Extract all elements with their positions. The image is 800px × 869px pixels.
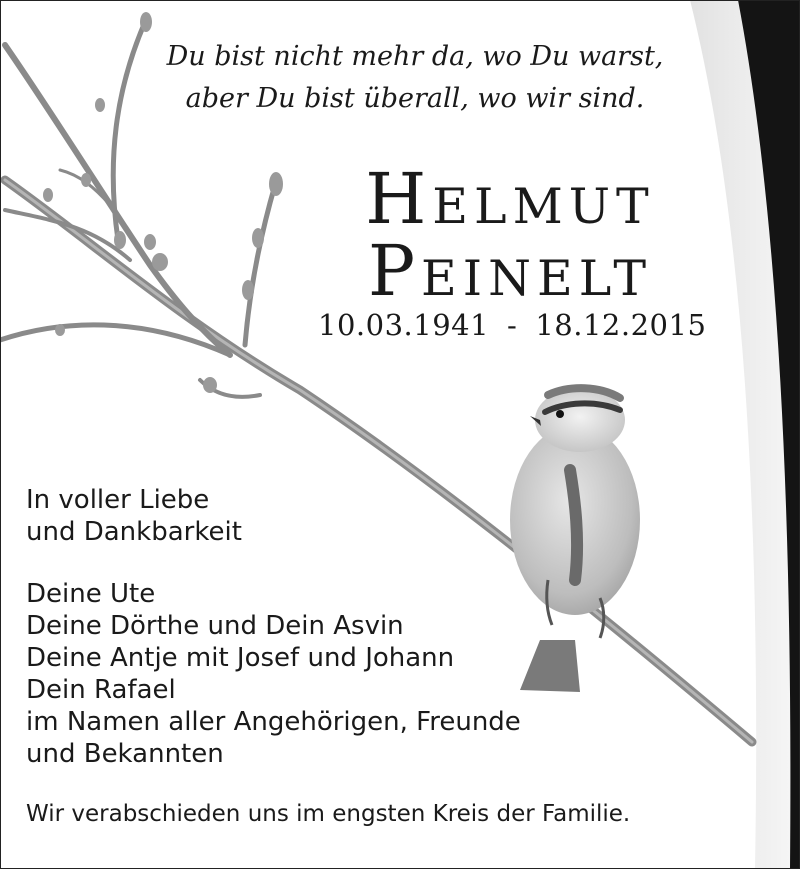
mourners-list [26, 578, 521, 770]
mourner-line: Deine Ute [26, 579, 156, 609]
date-separator: - [507, 308, 518, 342]
mourner-line: Deine Dörthe und Dein Asvin [26, 611, 404, 641]
mourner-line: und Bekannten [26, 739, 224, 769]
first-name: Helmut [365, 158, 655, 240]
gratitude-line: In voller Liebe [26, 485, 210, 515]
death-date: 18.12.2015 [535, 308, 707, 342]
farewell-note: Wir verabschieden uns im engsten Kreis der Familie. [26, 801, 631, 827]
mourner-line: Dein Rafael [26, 675, 176, 705]
last-name: Peinelt [367, 230, 653, 312]
quote-line-1: Du bist nicht mehr da, wo Du warst, [166, 41, 664, 72]
quote-line-2: aber Du bist überall, wo wir sind. [185, 83, 645, 114]
birth-date: 10.03.1941 [318, 308, 490, 342]
memorial-quote [130, 36, 700, 120]
mourner-line: Deine Antje mit Josef und Johann [26, 643, 455, 673]
blue-tit-bird [510, 388, 640, 692]
life-dates [318, 308, 707, 342]
mourner-line: im Namen aller Angehörigen, Freunde [26, 707, 521, 737]
gratitude-line: und Dankbarkeit [26, 517, 242, 547]
gratitude-text [26, 484, 242, 548]
